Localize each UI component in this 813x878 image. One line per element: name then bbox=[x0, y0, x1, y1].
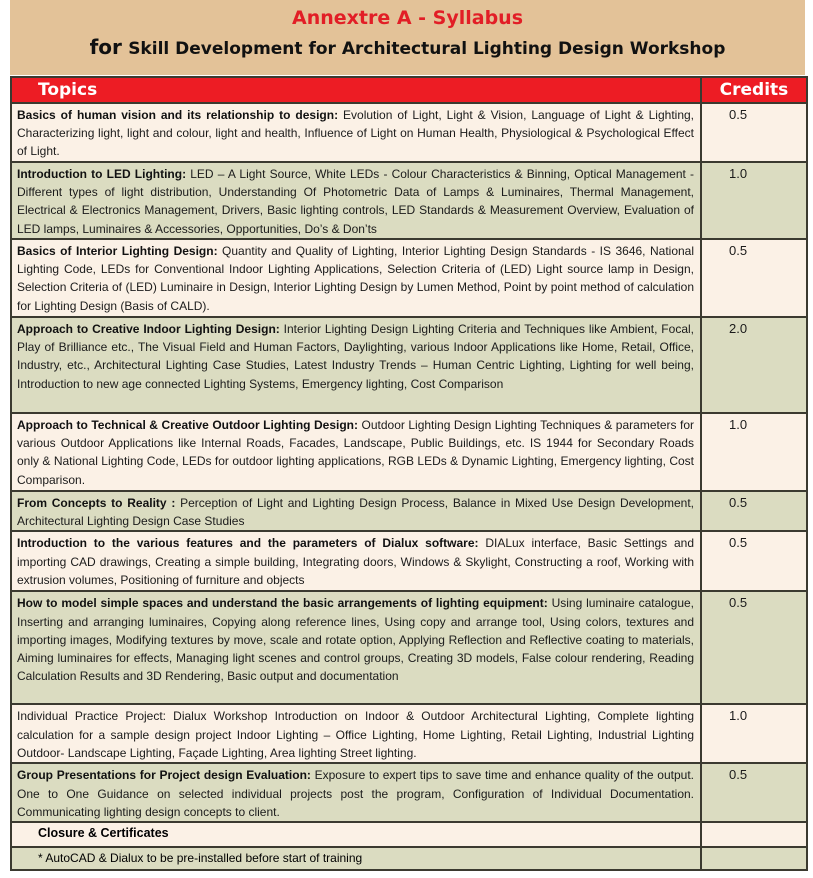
topic-description: Evolution of Light, Light & Vision, Language of Light & Lighting, Characterizing light, light and colour, light and health, Influence of Light on Human Health, Physiological & Psychological Effect of Light. bbox=[17, 108, 695, 159]
topic-description: LED – A Light Source, White LEDs - Colour Characteristics & Binning, Optical Management - Different types of light distribution, Understanding Of Photometric Data of Lamps & Luminaires, Thermal Management, Electrical & Electronics Management, Drivers, Basic lighting controls, LED Standards & Measurement Overview, Evaluation of LED lamps, Luminaires & Accessories, Opportunities, Do’s & Don’ts bbox=[17, 167, 694, 236]
topic-description: DIALux interface, Basic Settings and importing CAD drawings, Creating a simple building, Integrating doors, Windows & Skylight, Constructing a roof, Working with extrusion volumes, Positioning of furniture and objects bbox=[17, 536, 695, 587]
closure-label: Closure & Certificates bbox=[11, 822, 701, 847]
page-subtitle bbox=[10, 35, 805, 59]
column-header-topics: Topics bbox=[11, 77, 701, 103]
table-row bbox=[11, 103, 807, 162]
topic-heading: Introduction to the various features and the parameters of Dialux software: bbox=[17, 536, 479, 551]
page-title: Annextre A - Syllabus bbox=[291, 7, 524, 29]
credit-value: 0.5 bbox=[701, 531, 807, 591]
topic-cell bbox=[11, 531, 701, 591]
table-row bbox=[11, 317, 807, 413]
table-row bbox=[11, 704, 807, 763]
topic-description: Quantity and Quality of Lighting, Interior Lighting Design Standards - IS 3646, National Lighting Code, LEDs for Conventional Indoor Lighting Applications, Selection Criteria of (LED) Light source lamp in Design, Selection Criteria of (LED) Luminaire in Design, Interior Lighting Design by Lumen Method, Point by point method of calculation for Lighting Design (Basis of CALD). bbox=[17, 244, 695, 313]
topic-heading: Approach to Technical & Creative Outdoor Lighting Design: bbox=[17, 418, 358, 432]
credit-value: 0.5 bbox=[701, 239, 807, 317]
credit-value: 0.5 bbox=[701, 763, 807, 822]
topic-description: Using luminaire catalogue, Inserting and arranging luminaires, Copying along reference lines, Using copy and arrange tool, Using colors, textures and importing images, Modifying textures by move, scale and rotate option, Applying Reflection and Reflective coating to materials, Aiming luminaires for effects, Managing light scenes and control groups, Creating 3D models, False colour rendering, Reading Calculation Results and 3D Rendering, Basic output and documentation bbox=[17, 596, 694, 684]
topic-heading: Approach to Creative Indoor Lighting Design: bbox=[17, 322, 280, 336]
topic-heading: How to model simple spaces and understand the basic arrangements of lighting equipment: bbox=[17, 596, 548, 611]
topic-heading: Introduction to LED Lighting: bbox=[17, 167, 187, 181]
topic-description: Outdoor Lighting Design Lighting Techniques & parameters for various Outdoor Applications like Internal Roads, Facades, Landscape, Public Buildings, etc. IS 1944 for Secondary Roads only & National Lighting Code, LEDs for outdoor lighting applications, RGB LEDs & Dynamic Lighting, Emergency lighting, Cost Comparison. bbox=[17, 418, 695, 487]
credit-value: 1.0 bbox=[701, 413, 807, 491]
topic-heading: Basics of Interior Lighting Design: bbox=[17, 244, 218, 258]
closure-row bbox=[11, 822, 807, 847]
table-row bbox=[11, 591, 807, 704]
topic-cell bbox=[11, 763, 701, 822]
subtitle-text: Skill Development for Architectural Lighting Design Workshop bbox=[128, 39, 726, 59]
table-row bbox=[11, 239, 807, 317]
topic-description: Exposure to expert tips to save time and enhance quality of the output. One to One Guidance on selected individual projects post the program, Configuration of Individual Documentation. Communicating lighting design concepts to client. bbox=[17, 768, 694, 819]
credit-value: 1.0 bbox=[701, 162, 807, 239]
topic-heading: Basics of human vision and its relationship to design: bbox=[17, 108, 339, 122]
table-header-row bbox=[11, 77, 807, 103]
credit-value: 1.0 bbox=[701, 704, 807, 763]
note-credit-empty bbox=[701, 847, 807, 870]
document-header bbox=[10, 0, 805, 75]
credit-value: 0.5 bbox=[701, 591, 807, 704]
credit-value: 0.5 bbox=[701, 103, 807, 162]
table-row bbox=[11, 763, 807, 822]
topic-cell bbox=[11, 491, 701, 531]
footnote: * AutoCAD & Dialux to be pre-installed before start of training bbox=[11, 847, 701, 870]
topic-cell bbox=[11, 317, 701, 413]
table-row bbox=[11, 162, 807, 239]
syllabus-table bbox=[10, 76, 808, 871]
topic-heading: Group Presentations for Project design Evaluation: bbox=[17, 768, 311, 783]
topic-cell bbox=[11, 591, 701, 704]
topic-heading: From Concepts to Reality : bbox=[17, 496, 176, 510]
topic-cell bbox=[11, 103, 701, 162]
subtitle-for: for bbox=[89, 35, 122, 59]
table-row bbox=[11, 413, 807, 491]
topic-description: Interior Lighting Design Lighting Criteria and Techniques like Ambient, Focal, Play of Brilliance etc., The Visual Field and Human Factors, Daylighting, various Indoor Applications like Home, Retail, Office, Industry, etc., Architectural Lighting Case Studies, Latest Industry Trends – Human Centric Lighting, Lighting for well being, Introduction to new age connected Lighting Systems, Emergency lighting, Cost Comparison bbox=[17, 322, 694, 391]
table-row bbox=[11, 531, 807, 591]
credit-value: 2.0 bbox=[701, 317, 807, 413]
topic-cell bbox=[11, 413, 701, 491]
topic-cell bbox=[11, 704, 701, 763]
note-row bbox=[11, 847, 807, 870]
table-row bbox=[11, 491, 807, 531]
topic-cell bbox=[11, 239, 701, 317]
topic-cell bbox=[11, 162, 701, 239]
topic-description: Individual Practice Project: Dialux Workshop Introduction on Indoor & Outdoor Architectural Lighting, Complete lighting calculation for a sample design project Indoor Lighting – Office Lighting, Home Lighting, Retail Lighting, Industrial Lighting Outdoor- Landscape Lighting, Façade Lighting, Area lighting Street lighting. bbox=[17, 709, 694, 760]
credit-value: 0.5 bbox=[701, 491, 807, 531]
closure-credit-empty bbox=[701, 822, 807, 847]
column-header-credits: Credits bbox=[701, 77, 807, 103]
topic-description: Perception of Light and Lighting Design Process, Balance in Mixed Use Design Development, Architectural Lighting Design Case Studies bbox=[17, 496, 694, 529]
